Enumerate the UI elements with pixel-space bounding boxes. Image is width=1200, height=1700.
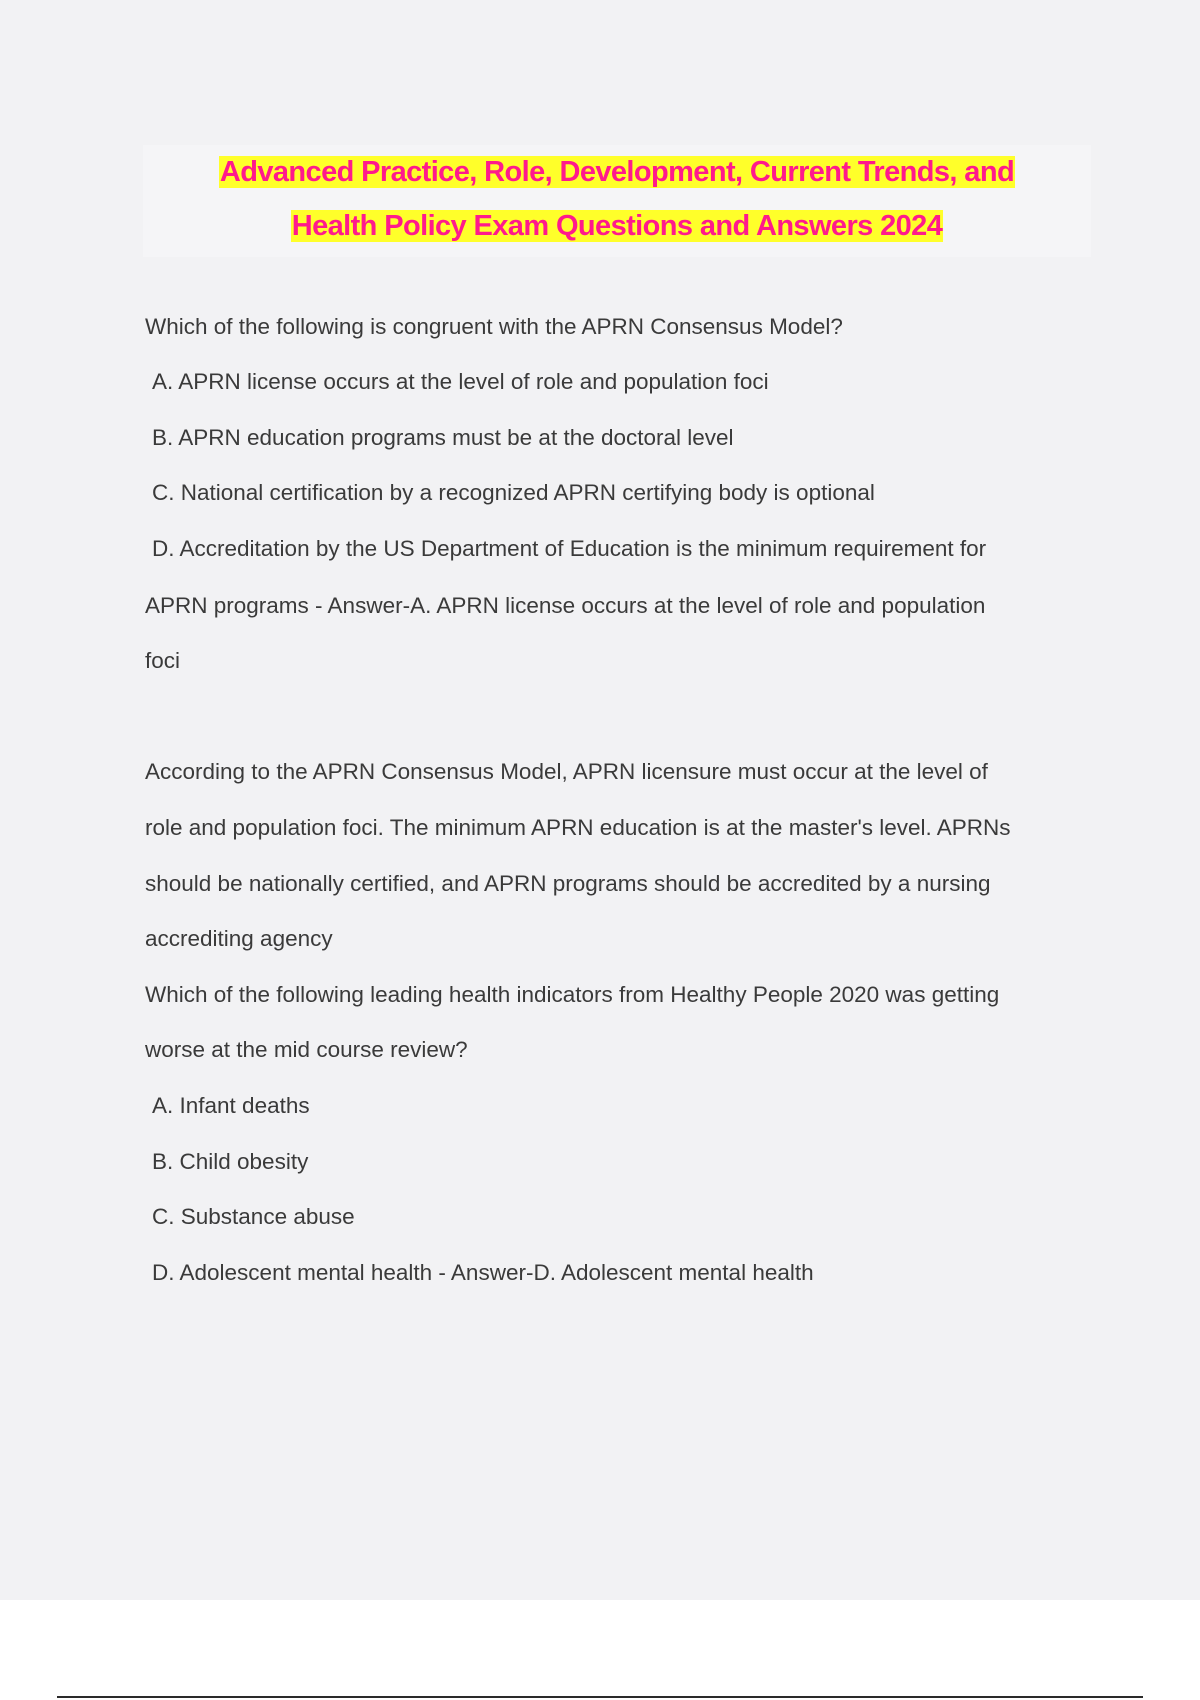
rationale-line-2: role and population foci. The minimum APRN education is at the master's level. APRNs [145, 815, 1011, 840]
question-1-text: Which of the following is congruent with the APRN Consensus Model? [145, 314, 843, 339]
question-2-option-a: A. Infant deaths [152, 1093, 310, 1118]
title-line-1: Advanced Practice, Role, Development, Current Trends, and [219, 156, 1015, 188]
question-2-text: Which of the following leading health indicators from Healthy People 2020 was getting [145, 982, 1000, 1007]
question-2-option-d-answer: D. Adolescent mental health - Answer-D. Adolescent mental health [152, 1260, 814, 1285]
question-2-option-b: B. Child obesity [152, 1149, 309, 1174]
rationale-line-4: accrediting agency [145, 926, 333, 951]
question-1-answer: APRN programs - Answer-A. APRN license occurs at the level of role and population [145, 593, 986, 618]
question-2-option-c: C. Substance abuse [152, 1204, 355, 1229]
bottom-divider [57, 1696, 1143, 1698]
rationale-line-3: should be nationally certified, and APRN programs should be accredited by a nursing [145, 871, 991, 896]
question-1-option-a: A. APRN license occurs at the level of role and population foci [152, 369, 769, 394]
question-1-answer-cont: foci [145, 648, 181, 673]
question-1-option-c: C. National certification by a recognized APRN certifying body is optional [152, 480, 875, 505]
question-1-option-b: B. APRN education programs must be at the doctoral level [152, 425, 734, 450]
question-2-text-cont: worse at the mid course review? [145, 1037, 468, 1062]
question-1-option-d: D. Accreditation by the US Department of Education is the minimum requirement for [152, 536, 987, 561]
document-title [143, 145, 1091, 257]
title-line-2: Health Policy Exam Questions and Answers 2024 [291, 210, 943, 242]
rationale-line-1: According to the APRN Consensus Model, APRN licensure must occur at the level of [145, 759, 988, 784]
